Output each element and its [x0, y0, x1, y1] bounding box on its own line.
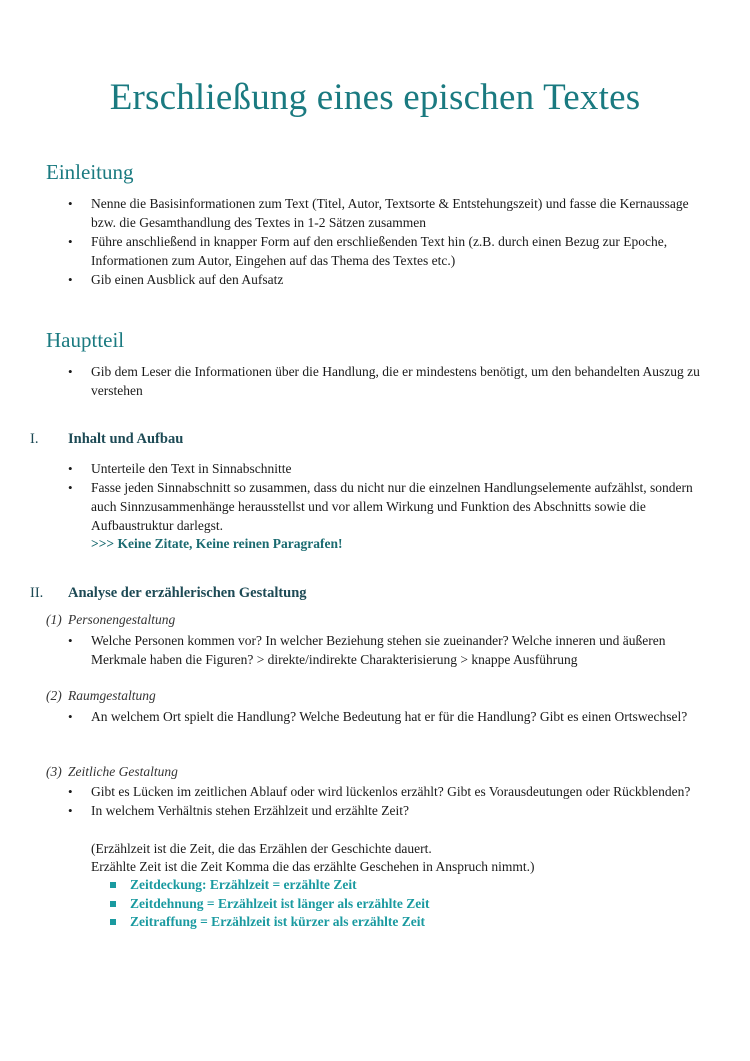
list-item: • Fasse jeden Sinnabschnitt so zusammen, dass du nicht nur die einzelnen Handlungselemente aufzählst, sondern auch Sinnzusammenhänge herausstellst und vor allem Wirkung und Funktion des Abschnitts sowie die Aufbaustruktur darlegst. [0, 478, 750, 535]
section-heading-hauptteil: Hauptteil [46, 328, 125, 352]
list-item: • Gib einen Ausblick auf den Aufsatz [0, 270, 750, 289]
subsection-title: Analyse der erzählerischen Gestaltung [68, 585, 307, 601]
subheading-zeitliche-gestaltung [46, 764, 178, 780]
einleitung-list [0, 194, 750, 289]
list-item: • Führe anschließend in knapper Form auf den erschließenden Text hin (z.B. durch einen Bezug zur Epoche, Informationen zum Autor, Eingehen auf das Thema des Textes etc.) [0, 232, 750, 270]
explanation-line: Erzählte Zeit ist die Zeit Komma die das erzählte Geschehen in Anspruch nimmt.) [91, 859, 535, 874]
subheading-title: Zeitliche Gestaltung [68, 764, 178, 779]
zeit-terms-list [0, 876, 750, 932]
list-item: • Welche Personen kommen vor? In welcher Beziehung stehen sie zueinander? Welche inneren und äußeren Merkmale haben die Figuren? > direkte/indirekte Charakterisierung > knappe Ausführung [0, 631, 750, 669]
subheading-personengestaltung [46, 612, 175, 628]
explanation-line: (Erzählzeit ist die Zeit, die das Erzählen der Geschichte dauert. [91, 841, 432, 856]
inhalt-list [0, 459, 750, 535]
term-item: Zeitdeckung: Erzählzeit = erzählte Zeit [0, 876, 750, 895]
subheading-number: (2) [46, 688, 62, 703]
subheading-number: (1) [46, 612, 62, 627]
inhalt-note: >>> Keine Zitate, Keine reinen Paragrafen! [91, 536, 343, 551]
list-item: • Nenne die Basisinformationen zum Text (Titel, Autor, Textsorte & Entstehungszeit) und fasse die Kernaussage bzw. die Gesamthandlung des Textes in 1-2 Sätzen zusammen [0, 194, 750, 232]
hauptteil-list [0, 362, 750, 400]
subsection-number: I. [30, 431, 39, 447]
term-item: Zeitdehnung = Erzählzeit ist länger als erzählte Zeit [0, 895, 750, 914]
list-item: • An welchem Ort spielt die Handlung? Welche Bedeutung hat er für die Handlung? Gibt es einen Ortswechsel? [0, 707, 750, 726]
section-heading-einleitung: Einleitung [46, 160, 134, 184]
zeitliche-gestaltung-list [0, 782, 750, 820]
subheading-title: Personengestaltung [68, 612, 176, 627]
list-item: • Gib dem Leser die Informationen über die Handlung, die er mindestens benötigt, um den behandelten Auszug zu verstehen [0, 362, 750, 400]
subheading-title: Raumgestaltung [68, 688, 156, 703]
list-item: • Unterteile den Text in Sinnabschnitte [0, 459, 750, 478]
subheading-number: (3) [46, 764, 62, 779]
raumgestaltung-list [0, 707, 750, 726]
subheading-raumgestaltung [46, 688, 156, 704]
subsection-title: Inhalt und Aufbau [68, 431, 184, 447]
document-title: Erschließung eines epischen Textes [109, 77, 641, 118]
list-item: • Gibt es Lücken im zeitlichen Ablauf oder wird lückenlos erzählt? Gibt es Vorausdeutungen oder Rückblenden? [0, 782, 750, 801]
term-item: Zeitraffung = Erzählzeit ist kürzer als erzählte Zeit [0, 913, 750, 932]
subsection-heading-inhalt [30, 431, 183, 448]
personengestaltung-list [0, 631, 750, 669]
list-item: • In welchem Verhältnis stehen Erzählzeit und erzählte Zeit? [0, 801, 750, 820]
subsection-heading-analyse [30, 585, 307, 602]
subsection-number: II. [30, 585, 44, 601]
